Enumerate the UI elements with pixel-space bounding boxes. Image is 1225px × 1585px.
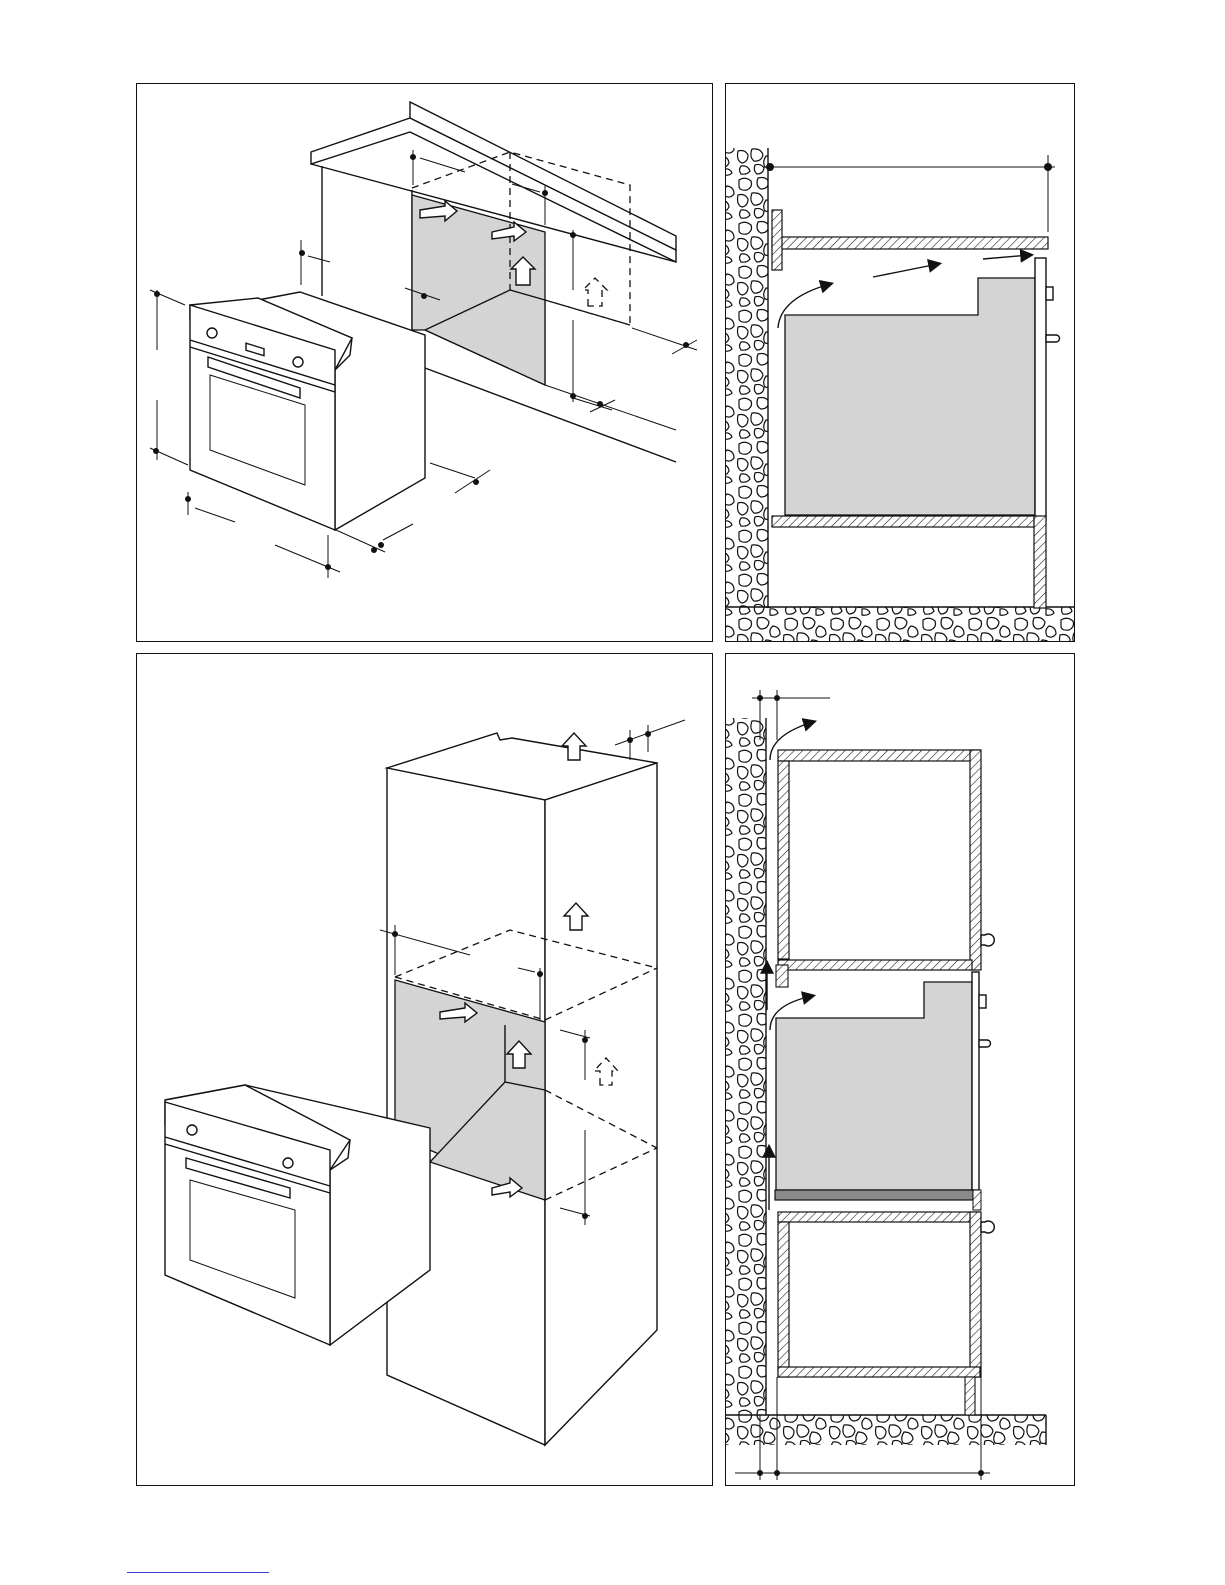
oven-section bbox=[785, 278, 1035, 515]
base-shelf bbox=[772, 516, 1034, 527]
stone-floor bbox=[726, 1415, 1046, 1445]
under-worktop-isometric-drawing bbox=[150, 102, 697, 578]
oven-base-plate bbox=[775, 1190, 973, 1200]
cabinet-knob bbox=[981, 934, 994, 946]
oven-knob bbox=[207, 328, 217, 338]
plinth bbox=[965, 1377, 975, 1415]
column-right-side bbox=[545, 763, 657, 1445]
oven-knob bbox=[293, 357, 303, 367]
oven-knob bbox=[283, 1158, 293, 1168]
oven-front-panel bbox=[1035, 258, 1046, 520]
oven-handle-section bbox=[979, 1040, 990, 1047]
stone-wall bbox=[726, 148, 768, 610]
upper-cabinet-top bbox=[778, 750, 980, 761]
tall-column-section-drawing bbox=[726, 690, 1046, 1480]
oven-handle-section bbox=[1046, 335, 1060, 342]
airflow-arrow bbox=[873, 264, 938, 277]
lower-cabinet-top bbox=[778, 1212, 980, 1222]
tall-column-isometric-drawing bbox=[165, 720, 685, 1445]
oven-front-panel bbox=[972, 972, 979, 1190]
under-worktop-section-drawing bbox=[726, 148, 1074, 641]
footer-rule bbox=[127, 1572, 269, 1573]
stone-floor bbox=[726, 607, 1074, 641]
oven-knob-section bbox=[1046, 287, 1053, 300]
airflow-arrow bbox=[983, 255, 1030, 259]
oven-knob-section bbox=[979, 995, 986, 1008]
vent-up-arrow-hidden bbox=[583, 278, 607, 306]
plinth bbox=[1034, 516, 1046, 608]
stone-wall bbox=[726, 718, 766, 1415]
upper-cabinet-bottom bbox=[778, 960, 972, 970]
oven-section bbox=[776, 982, 972, 1190]
lower-cabinet-bottom bbox=[778, 1367, 980, 1377]
cabinet-knob bbox=[981, 1221, 994, 1233]
oven-knob bbox=[187, 1125, 197, 1135]
wall-batten bbox=[772, 210, 782, 270]
worktop-section bbox=[772, 237, 1048, 249]
